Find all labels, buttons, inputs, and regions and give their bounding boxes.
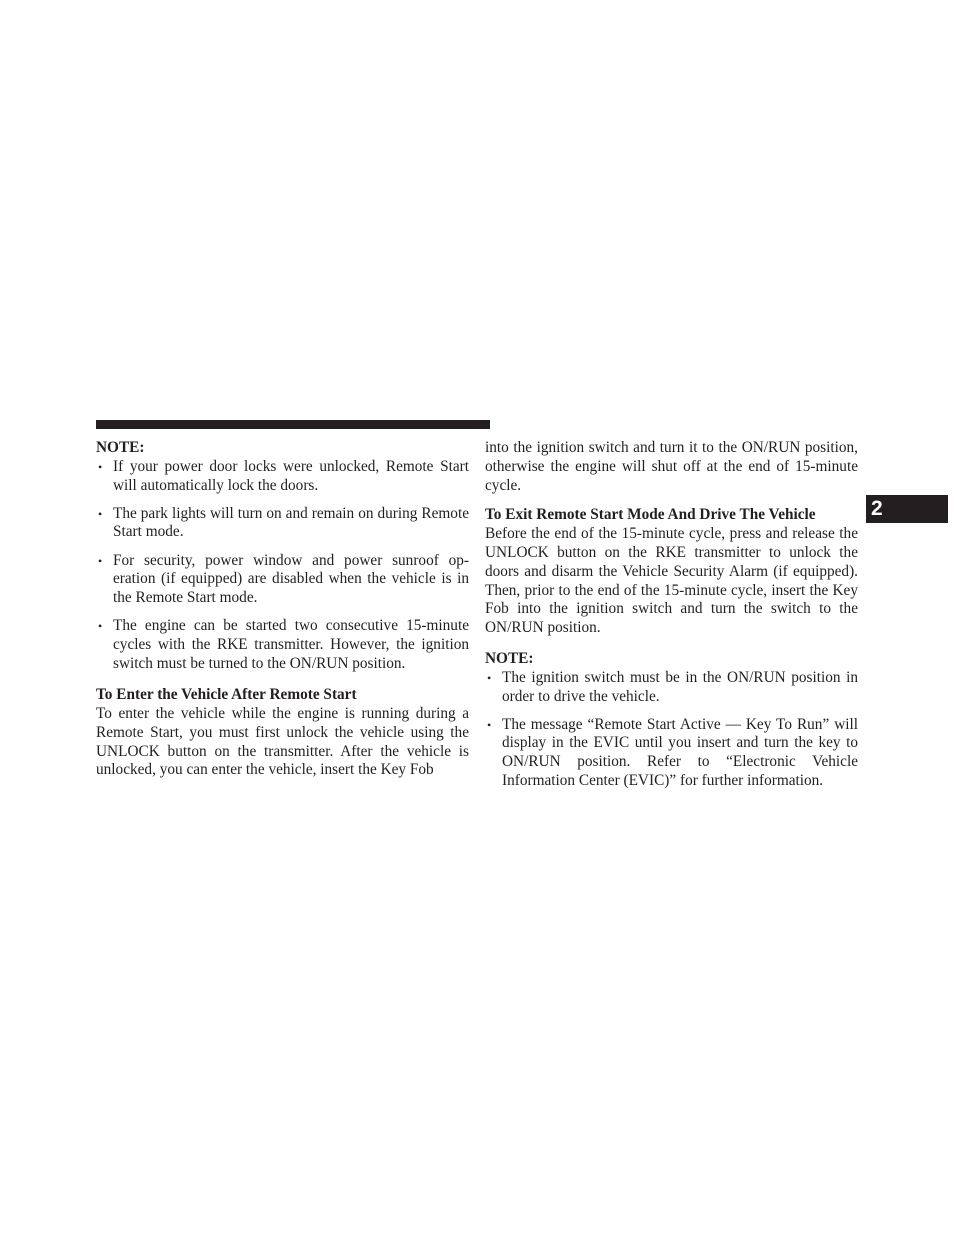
section-heading: To Enter the Vehicle After Remote Start (96, 686, 357, 704)
body-paragraph: Before the end of the 15-minute cycle, press and release the UNLOCK button on the RKE transmitter to unlock the doors and disarm the Vehicle Security Alarm (if equipped). Then, prior to the end of the 15-minute cycle, insert the Key Fob into the ignition switch and turn the switch to the ON/RUN position. (485, 525, 858, 637)
section-top-rule (96, 420, 490, 429)
note-bullet-list (96, 458, 469, 674)
list-item: • The ignition switch must be in the ON/RUN position in order to drive the vehicle. (485, 669, 858, 707)
list-item: • The engine can be started two consecutive 15-minute cycles with the RKE transmitter. However, the ignition switch must be turned to the ON/RUN position. (96, 617, 469, 673)
chapter-tab: 2 (866, 495, 948, 523)
right-column (485, 439, 858, 800)
note-label: NOTE: (485, 649, 534, 667)
body-paragraph: into the ignition switch and turn it to the ON/RUN position, otherwise the engine will shut off at the end of 15-minute cycle. (485, 439, 858, 494)
body-paragraph: To enter the vehicle while the engine is running during a Remote Start, you must first unlock the vehicle using the UNLOCK button on the transmitter. After the vehicle is unlocked, you can enter the vehicle, insert the Key Fob (96, 704, 469, 779)
list-item: • If your power door locks were unlocked, Remote Start will automatically lock the doors. (96, 458, 469, 496)
list-item: • The park lights will turn on and remain on during Remote Start mode. (96, 505, 469, 543)
note-label: NOTE: (96, 439, 145, 456)
section-heading: To Exit Remote Start Mode And Drive The Vehicle (485, 506, 816, 524)
left-column (96, 439, 469, 780)
list-item: • The message “Remote Start Active — Key To Run” will display in the EVIC until you insert and turn the key to ON/RUN position. Refer to “Electronic Vehicle Information Center (EVIC)” for further information. (485, 716, 858, 791)
list-item: • For security, power window and power sunroof op-eration (if equipped) are disabled when the vehicle is in the Remote Start mode. (96, 552, 469, 608)
note-bullet-list (485, 669, 858, 791)
